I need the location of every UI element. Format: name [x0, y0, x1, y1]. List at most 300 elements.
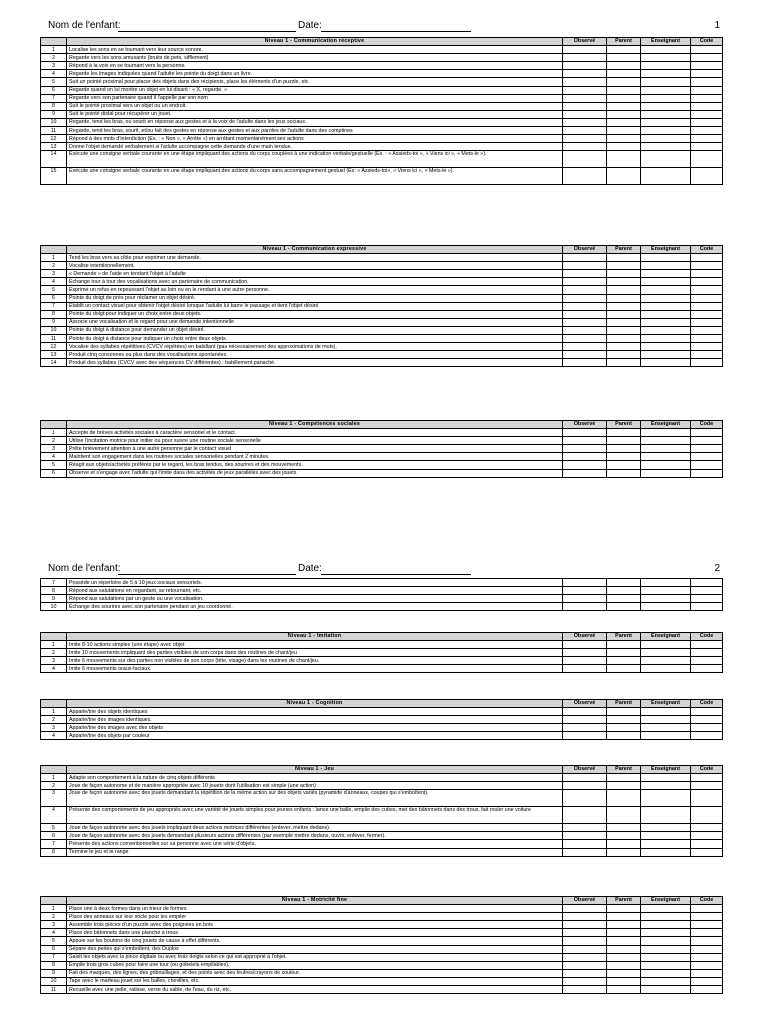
teacher-cell[interactable]: [641, 905, 691, 913]
observed-column-header: Observé: [563, 897, 607, 905]
item-number: 4: [41, 732, 67, 740]
observed-cell[interactable]: [563, 848, 607, 856]
teacher-cell[interactable]: [641, 986, 691, 994]
code-cell[interactable]: [691, 595, 723, 603]
skill-description: Apparie/trie des objets identiques: [67, 708, 563, 716]
child-name-field[interactable]: [118, 574, 296, 575]
item-number: 7: [41, 840, 67, 848]
skill-row: [41, 953, 723, 961]
skill-description: Maintient son engagement dans les routines sociales sensorielles pendant 2 minutes.: [67, 453, 563, 461]
observed-column-header: Observé: [563, 421, 607, 429]
skill-row: [41, 977, 723, 985]
parent-cell[interactable]: [607, 921, 641, 929]
code-cell[interactable]: [691, 774, 723, 782]
skill-description: Tape avec le marteau jouet sur les balles, chevilles, etc.: [67, 977, 563, 985]
parent-cell[interactable]: [607, 774, 641, 782]
item-number: 3: [41, 790, 67, 807]
skill-row: [41, 716, 723, 724]
teacher-cell[interactable]: [641, 732, 691, 740]
item-number: 1: [41, 254, 67, 262]
code-cell[interactable]: [691, 937, 723, 945]
code-cell[interactable]: [691, 961, 723, 969]
skill-description: Pointe du doigt à distance pour demander un objet désiré.: [67, 326, 563, 334]
skill-description: Regarde, tend les bras, sourit, et/ou fait des gestes en réponse aux gestes et aux paroles de l'adulte dans des comptines: [67, 127, 563, 135]
skill-row: [41, 969, 723, 977]
observed-cell[interactable]: [563, 961, 607, 969]
header-blank-cell: [41, 897, 67, 905]
observed-cell[interactable]: [563, 986, 607, 994]
item-number: 5: [41, 78, 67, 86]
item-number: 5: [41, 937, 67, 945]
skill-description: Empile trois gros cubes pour faire une tour (ou gobelets empilables).: [67, 961, 563, 969]
item-number: 7: [41, 94, 67, 102]
code-cell[interactable]: [691, 579, 723, 587]
parent-column-header: Parent: [607, 700, 641, 708]
section-title: Niveau 1 - Communication expressive: [67, 246, 563, 254]
skill-description: Apparie/trie des images avec des objets: [67, 724, 563, 732]
teacher-cell[interactable]: [641, 716, 691, 724]
skill-description: Échange tour à tour des vocalisations avec un partenaire de communication.: [67, 278, 563, 286]
code-cell[interactable]: [691, 716, 723, 724]
date-label: Date:: [298, 20, 322, 31]
teacher-cell[interactable]: [641, 657, 691, 665]
observed-cell[interactable]: [563, 840, 607, 848]
teacher-cell[interactable]: [641, 913, 691, 921]
skill-description: Sépare des perles qui s'emboîtent, des Duplos: [67, 945, 563, 953]
date-field[interactable]: [321, 574, 471, 575]
item-number: 1: [41, 708, 67, 716]
teacher-cell[interactable]: [641, 824, 691, 832]
observed-cell[interactable]: [563, 716, 607, 724]
code-cell[interactable]: [691, 708, 723, 716]
item-number: 11: [41, 335, 67, 343]
code-cell[interactable]: [691, 986, 723, 994]
skill-description: Place des bâtonnets dans une planche à trous: [67, 929, 563, 937]
teacher-cell[interactable]: [641, 953, 691, 961]
skill-row: [41, 790, 723, 807]
teacher-cell[interactable]: [641, 782, 691, 790]
code-column-header: Code: [691, 633, 723, 641]
observed-cell[interactable]: [563, 782, 607, 790]
item-number: 2: [41, 913, 67, 921]
item-number: 1: [41, 774, 67, 782]
skill-description: Associe une vocalisation et le regard pour une demande intentionnelle: [67, 318, 563, 326]
skill-description: Regarde, tend les bras, ou sourit en réponse aux gestes et à la voix de l'adulte dans les jeux sociaux.: [67, 118, 563, 126]
item-number: 2: [41, 437, 67, 445]
section-title: Niveau 1 - Jeu: [67, 766, 563, 774]
skill-description: Fait des marques, des lignes, des gribouillages, et des points avec des feutres/crayons de couleur.: [67, 969, 563, 977]
observed-cell[interactable]: [563, 905, 607, 913]
observed-cell[interactable]: [563, 969, 607, 977]
code-cell[interactable]: [691, 807, 723, 824]
parent-cell[interactable]: [607, 579, 641, 587]
parent-cell[interactable]: [607, 905, 641, 913]
item-number: 13: [41, 143, 67, 151]
item-number: 9: [41, 318, 67, 326]
skill-description: Imite 8-10 actions simples (une étape) avec objet: [67, 641, 563, 649]
section-table: [40, 578, 723, 611]
skill-description: Vocalise intentionnellement.: [67, 262, 563, 270]
code-cell[interactable]: [691, 824, 723, 832]
parent-cell[interactable]: [607, 724, 641, 732]
observed-column-header: Observé: [563, 38, 607, 46]
code-cell[interactable]: [691, 953, 723, 961]
skill-row: [41, 657, 723, 665]
item-number: 4: [41, 929, 67, 937]
skill-row: [41, 840, 723, 848]
skill-row: [41, 905, 723, 913]
teacher-cell[interactable]: [641, 807, 691, 824]
observed-cell[interactable]: [563, 807, 607, 824]
parent-cell[interactable]: [607, 913, 641, 921]
observed-column-header: Observé: [563, 700, 607, 708]
skill-description: Place une à deux formes dans un trieur de formes: [67, 905, 563, 913]
parent-cell[interactable]: [607, 937, 641, 945]
item-number: 4: [41, 665, 67, 673]
observed-cell[interactable]: [563, 929, 607, 937]
skill-description: Imite 6 mouvements sur des parties non visibles de son corps (tête, visage) dans les routines de chant/jeu.: [67, 657, 563, 665]
observed-cell[interactable]: [563, 774, 607, 782]
parent-column-header: Parent: [607, 633, 641, 641]
section-table: [40, 632, 723, 673]
teacher-cell[interactable]: [641, 649, 691, 657]
parent-cell[interactable]: [607, 848, 641, 856]
observed-cell[interactable]: [563, 921, 607, 929]
teacher-column-header: Enseignant: [641, 38, 691, 46]
skill-description: Regarde vers les sons amusants (bruits de pets, sifflement): [67, 54, 563, 62]
teacher-cell[interactable]: [641, 961, 691, 969]
observed-cell[interactable]: [563, 595, 607, 603]
date-label: Date:: [298, 563, 322, 574]
parent-column-header: Parent: [607, 246, 641, 254]
child-name-label: Nom de l'enfant:: [48, 563, 121, 574]
teacher-cell[interactable]: [641, 790, 691, 807]
parent-cell[interactable]: [607, 732, 641, 740]
skill-description: Joue de façon autonome avec des jouets impliquant deux actions motrices différentes (enlever, mettre dedans).: [67, 824, 563, 832]
skill-row: [41, 724, 723, 732]
parent-cell[interactable]: [607, 657, 641, 665]
parent-cell[interactable]: [607, 977, 641, 985]
code-cell[interactable]: [691, 641, 723, 649]
item-number: 6: [41, 294, 67, 302]
skill-row: [41, 665, 723, 673]
parent-cell[interactable]: [607, 665, 641, 673]
skill-row: [41, 579, 723, 587]
code-cell[interactable]: [691, 649, 723, 657]
item-number: 7: [41, 953, 67, 961]
item-number: 1: [41, 641, 67, 649]
code-cell[interactable]: [691, 603, 723, 611]
item-number: 1: [41, 429, 67, 437]
parent-cell[interactable]: [607, 969, 641, 977]
skill-row: [41, 587, 723, 595]
skill-description: Recueille avec une pelle, ratisse, verse du sable, de l'eau, du riz, etc.: [67, 986, 563, 994]
item-number: 10: [41, 977, 67, 985]
skill-row: [41, 961, 723, 969]
skill-description: Imite 6 mouvements oraux-faciaux.: [67, 665, 563, 673]
teacher-column-header: Enseignant: [641, 246, 691, 254]
observed-column-header: Observé: [563, 633, 607, 641]
teacher-column-header: Enseignant: [641, 766, 691, 774]
code-cell[interactable]: [691, 913, 723, 921]
section-title: Niveau 1 - Motricité fine: [67, 897, 563, 905]
skill-row: [41, 921, 723, 929]
skill-description: Pointe du doigt de près pour réclamer un objet désiré.: [67, 294, 563, 302]
parent-cell[interactable]: [607, 832, 641, 840]
code-cell[interactable]: [691, 929, 723, 937]
teacher-cell[interactable]: [641, 840, 691, 848]
teacher-cell[interactable]: [641, 595, 691, 603]
skill-row: [41, 937, 723, 945]
item-number: 8: [41, 587, 67, 595]
observed-column-header: Observé: [563, 766, 607, 774]
observed-cell[interactable]: [563, 832, 607, 840]
parent-cell[interactable]: [607, 961, 641, 969]
skill-row: [41, 708, 723, 716]
parent-cell[interactable]: [607, 595, 641, 603]
code-cell[interactable]: [691, 969, 723, 977]
item-number: 12: [41, 343, 67, 351]
observed-cell[interactable]: [563, 732, 607, 740]
item-number: 3: [41, 724, 67, 732]
skill-description: Suit le pointé proximal vers un objet ou un endroit.: [67, 102, 563, 110]
skill-description: Regarde vers son partenaire quand il l'appelle par son nom: [67, 94, 563, 102]
observed-cell[interactable]: [563, 579, 607, 587]
observed-cell[interactable]: [563, 945, 607, 953]
observed-cell[interactable]: [563, 649, 607, 657]
item-number: 4: [41, 70, 67, 78]
skill-description: Place des anneaux sur leur socle pour les empiler: [67, 913, 563, 921]
skill-row: [41, 832, 723, 840]
item-number: 3: [41, 921, 67, 929]
observed-cell[interactable]: [563, 953, 607, 961]
teacher-cell[interactable]: [641, 724, 691, 732]
teacher-cell[interactable]: [641, 929, 691, 937]
item-number: 12: [41, 135, 67, 143]
skill-row: [41, 824, 723, 832]
observed-cell[interactable]: [563, 641, 607, 649]
parent-cell[interactable]: [607, 603, 641, 611]
skill-description: Pointe du doigt pour indiquer un choix entre deux objets.: [67, 310, 563, 318]
section-table: [40, 896, 723, 994]
code-column-header: Code: [691, 700, 723, 708]
observed-cell[interactable]: [563, 790, 607, 807]
skill-row: [41, 913, 723, 921]
code-cell[interactable]: [691, 790, 723, 807]
parent-cell[interactable]: [607, 708, 641, 716]
code-cell[interactable]: [691, 921, 723, 929]
item-number: 2: [41, 716, 67, 724]
item-number: 2: [41, 262, 67, 270]
skill-row: [41, 848, 723, 856]
skill-row: [41, 807, 723, 824]
observed-cell[interactable]: [563, 913, 607, 921]
observed-column-header: Observé: [563, 246, 607, 254]
skill-description: Apparie/trie des objets par couleur: [67, 732, 563, 740]
observed-cell[interactable]: [563, 657, 607, 665]
skill-description: Exécute une consigne verbale courante en une étape impliquant des actions du corps couplées à une indication verbale/gestuelle (Ex. : « Assieds-toi », « Viens ici », « Mets-le »).: [67, 151, 563, 168]
item-number: 14: [41, 359, 67, 367]
observed-cell[interactable]: [563, 587, 607, 595]
skill-row: [41, 603, 723, 611]
parent-cell[interactable]: [607, 716, 641, 724]
skill-row: [41, 986, 723, 994]
skill-description: Imite 10 mouvements impliquant des parties visibles de son corps dans des routines de chant/jeu: [67, 649, 563, 657]
code-cell[interactable]: [691, 732, 723, 740]
teacher-cell[interactable]: [641, 774, 691, 782]
item-number: 4: [41, 278, 67, 286]
item-number: 8: [41, 310, 67, 318]
observed-cell[interactable]: [563, 708, 607, 716]
code-cell[interactable]: [691, 977, 723, 985]
teacher-column-header: Enseignant: [641, 897, 691, 905]
item-number: 8: [41, 848, 67, 856]
teacher-cell[interactable]: [641, 945, 691, 953]
parent-cell[interactable]: [607, 587, 641, 595]
observed-cell[interactable]: [563, 937, 607, 945]
skill-description: Localise les sons en se tournant vers leur source sonore.: [67, 46, 563, 54]
skill-description: Établit un contact visuel pour obtenir l'objet désiré lorsque l'adulte lui barre le passage et tient l'objet désiré: [67, 302, 563, 310]
parent-cell[interactable]: [607, 840, 641, 848]
item-number: 14: [41, 151, 67, 168]
skill-description: Adapte son comportement à la nature de cinq objets différents: [67, 774, 563, 782]
page-header: [48, 563, 720, 579]
skill-row: [41, 595, 723, 603]
parent-cell[interactable]: [607, 929, 641, 937]
skill-row: [41, 649, 723, 657]
item-number: 5: [41, 286, 67, 294]
section-table: [40, 765, 723, 857]
skill-description: Présente des comportements de jeu appropriés avec une variété de jouets simples pour jeunes enfants : lance une balle, emplie des cubes, met des bâtonnets dans des trous, fait rouler une voiture: [67, 807, 563, 824]
teacher-cell[interactable]: [641, 848, 691, 856]
item-number: 3: [41, 62, 67, 70]
item-number: 6: [41, 469, 67, 477]
code-column-header: Code: [691, 421, 723, 429]
code-cell[interactable]: [691, 840, 723, 848]
item-number: 1: [41, 905, 67, 913]
observed-cell[interactable]: [563, 603, 607, 611]
item-number: 11: [41, 986, 67, 994]
section-header-row: [41, 700, 723, 708]
parent-cell[interactable]: [607, 649, 641, 657]
skill-description: Vocalise des syllabes répétitives (CVCV répétées) en babillant (pas nécessairement des approximations de mots).: [67, 343, 563, 351]
code-cell[interactable]: [691, 832, 723, 840]
code-column-header: Code: [691, 897, 723, 905]
teacher-cell[interactable]: [641, 587, 691, 595]
parent-cell[interactable]: [607, 945, 641, 953]
skill-description: Répond à la voix en se tournant vers la personne.: [67, 62, 563, 70]
item-number: 2: [41, 54, 67, 62]
item-number: 8: [41, 102, 67, 110]
skill-description: Joue de façon autonome avec des jouets demandant plusieurs actions différentes (par exemple mettre dedans, ouvrir, enlever, fermer).: [67, 832, 563, 840]
page-number: 2: [714, 563, 720, 574]
parent-cell[interactable]: [607, 986, 641, 994]
teacher-cell[interactable]: [641, 603, 691, 611]
code-cell[interactable]: [691, 665, 723, 673]
skill-description: Exprime un refus en repoussant l'objet au loin ou en le rendant à une autre personne.: [67, 286, 563, 294]
skill-description: Observe et s'engage avec l'adulte qui l'imite dans des activités de jeux parallèles avec des jouets: [67, 469, 563, 477]
skill-description: Saisit les objets avec la pince digitale ou avec trois doigts selon ce qui est approprié à l'objet.: [67, 953, 563, 961]
parent-cell[interactable]: [607, 824, 641, 832]
teacher-cell[interactable]: [641, 579, 691, 587]
section-header-row: [41, 766, 723, 774]
skill-row: [41, 732, 723, 740]
item-number: 2: [41, 782, 67, 790]
teacher-cell[interactable]: [641, 969, 691, 977]
item-number: 9: [41, 969, 67, 977]
parent-column-header: Parent: [607, 421, 641, 429]
observed-cell[interactable]: [563, 977, 607, 985]
skill-description: Possède un répertoire de 5 à 10 jeux sociaux sensoriels.: [67, 579, 563, 587]
skill-description: Répond à des mots d'interdiction (Ex. : « Non », « Arrête ») en arrêtant momentanément ses actions: [67, 135, 563, 143]
parent-cell[interactable]: [607, 953, 641, 961]
code-column-header: Code: [691, 246, 723, 254]
skill-description: Tend les bras vers sa cible pour exprimer une demande.: [67, 254, 563, 262]
parent-column-header: Parent: [607, 897, 641, 905]
section-header-row: [41, 633, 723, 641]
section-title: Niveau 1 - Communication réceptive: [67, 38, 563, 46]
teacher-cell[interactable]: [641, 708, 691, 716]
item-number: 10: [41, 603, 67, 611]
item-number: 3: [41, 270, 67, 278]
item-number: 10: [41, 118, 67, 126]
skill-description: Suit un pointé proximal pour placer des objets dans des récipients, place les éléments d'un puzzle, etc: [67, 78, 563, 86]
parent-cell[interactable]: [607, 782, 641, 790]
item-number: 15: [41, 168, 67, 185]
item-number: 5: [41, 461, 67, 469]
teacher-cell[interactable]: [641, 937, 691, 945]
item-number: 7: [41, 579, 67, 587]
teacher-cell[interactable]: [641, 665, 691, 673]
code-cell[interactable]: [691, 945, 723, 953]
parent-cell[interactable]: [607, 807, 641, 824]
section-title: Niveau 1 - Cognition: [67, 700, 563, 708]
observed-cell[interactable]: [563, 665, 607, 673]
item-number: 3: [41, 657, 67, 665]
skill-description: Réagit aux objets/activités préférés par le regard, les bras tendus, des sourires et des mouvements.: [67, 461, 563, 469]
code-cell[interactable]: [691, 657, 723, 665]
skill-description: Regarde quand on lui montre un objet en lui disant : « X, regarde. »: [67, 86, 563, 94]
teacher-cell[interactable]: [641, 977, 691, 985]
parent-cell[interactable]: [607, 790, 641, 807]
teacher-cell[interactable]: [641, 832, 691, 840]
item-number: 6: [41, 945, 67, 953]
teacher-column-header: Enseignant: [641, 633, 691, 641]
skill-description: Apparie/trie des images identiques.: [67, 716, 563, 724]
item-number: 5: [41, 824, 67, 832]
code-column-header: Code: [691, 766, 723, 774]
parent-cell[interactable]: [607, 641, 641, 649]
code-cell[interactable]: [691, 782, 723, 790]
skill-description: Produit des syllabes (CVCV avec des séquences CV différentes) : babillement panaché.: [67, 359, 563, 367]
observed-cell[interactable]: [563, 824, 607, 832]
code-cell[interactable]: [691, 724, 723, 732]
skill-description: Assemble trois pièces d'un puzzle avec des poignées en bois: [67, 921, 563, 929]
code-cell[interactable]: [691, 587, 723, 595]
observed-cell[interactable]: [563, 724, 607, 732]
teacher-cell[interactable]: [641, 921, 691, 929]
section-header-row: [41, 897, 723, 905]
item-number: 4: [41, 453, 67, 461]
skill-description: Répond aux salutations en regardant, se retournant, etc.: [67, 587, 563, 595]
teacher-cell[interactable]: [641, 641, 691, 649]
code-cell[interactable]: [691, 905, 723, 913]
parent-column-header: Parent: [607, 38, 641, 46]
code-cell[interactable]: [691, 848, 723, 856]
item-number: 9: [41, 595, 67, 603]
item-number: 8: [41, 961, 67, 969]
skill-description: « Demande » de l'aide en tendant l'objet à l'adulte: [67, 270, 563, 278]
